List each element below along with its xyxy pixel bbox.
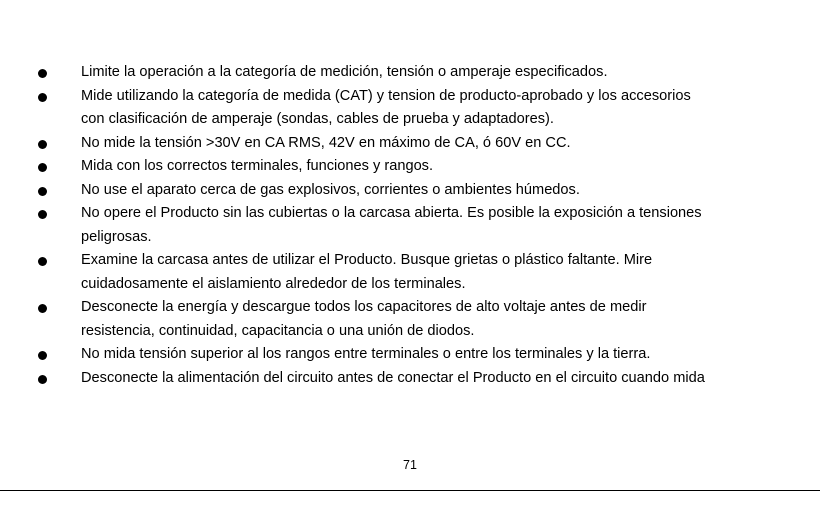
list-item bbox=[0, 343, 820, 367]
list-item-text: No mide la tensión >30V en CA RMS, 42V en máximo de CA, ó 60V en CC. bbox=[81, 134, 571, 151]
list-item bbox=[0, 61, 820, 85]
list-item-text: Mida con los correctos terminales, funciones y rangos. bbox=[81, 158, 434, 174]
list-item-text: cuidadosamente el aislamiento alrededor de los terminales. bbox=[81, 275, 466, 292]
safety-bullet-list bbox=[0, 61, 820, 390]
page-number: 71 bbox=[403, 458, 417, 472]
bullet-icon bbox=[38, 375, 47, 384]
list-item-text: Examine la carcasa antes de utilizar el Producto. Busque grietas o plástico faltante. Mire bbox=[81, 252, 653, 268]
bullet-icon bbox=[38, 187, 47, 196]
list-item-text: No opere el Producto sin las cubiertas o la carcasa abierta. Es posible la exposición a tensiones bbox=[81, 205, 702, 221]
list-item bbox=[0, 202, 820, 249]
list-item bbox=[0, 85, 820, 132]
list-item bbox=[0, 132, 820, 156]
bullet-icon bbox=[38, 210, 47, 219]
list-item bbox=[0, 296, 820, 343]
bullet-icon bbox=[38, 257, 47, 266]
bullet-icon bbox=[38, 351, 47, 360]
list-item-text: peligrosas. bbox=[81, 228, 152, 245]
list-item-text: resistencia, continuidad, capacitancia o una unión de diodos. bbox=[81, 322, 475, 339]
footer-divider bbox=[0, 490, 820, 491]
bullet-icon bbox=[38, 163, 47, 172]
list-item-text: Desconecte la energía y descargue todos los capacitores de alto voltaje antes de medir bbox=[81, 299, 647, 315]
bullet-icon bbox=[38, 140, 47, 149]
list-item-text: con clasificación de amperaje (sondas, cables de prueba y adaptadores). bbox=[81, 111, 554, 127]
list-item-text: No use el aparato cerca de gas explosivos, corrientes o ambientes húmedos. bbox=[81, 181, 580, 198]
list-item bbox=[0, 179, 820, 203]
list-item bbox=[0, 249, 820, 296]
list-item bbox=[0, 155, 820, 179]
bullet-icon bbox=[38, 304, 47, 313]
bullet-icon bbox=[38, 93, 47, 102]
bullet-icon bbox=[38, 69, 47, 78]
list-item-text: Desconecte la alimentación del circuito antes de conectar el Producto en el circuito cuando mida bbox=[81, 369, 705, 386]
list-item bbox=[0, 367, 820, 391]
list-item-text: No mida tensión superior al los rangos entre terminales o entre los terminales y la tierra. bbox=[81, 346, 651, 362]
list-item-text: Mide utilizando la categoría de medida (CAT) y tension de producto-aprobado y los accesorios bbox=[81, 87, 691, 104]
list-item-text: Limite la operación a la categoría de medición, tensión o amperaje especificados. bbox=[81, 64, 608, 80]
